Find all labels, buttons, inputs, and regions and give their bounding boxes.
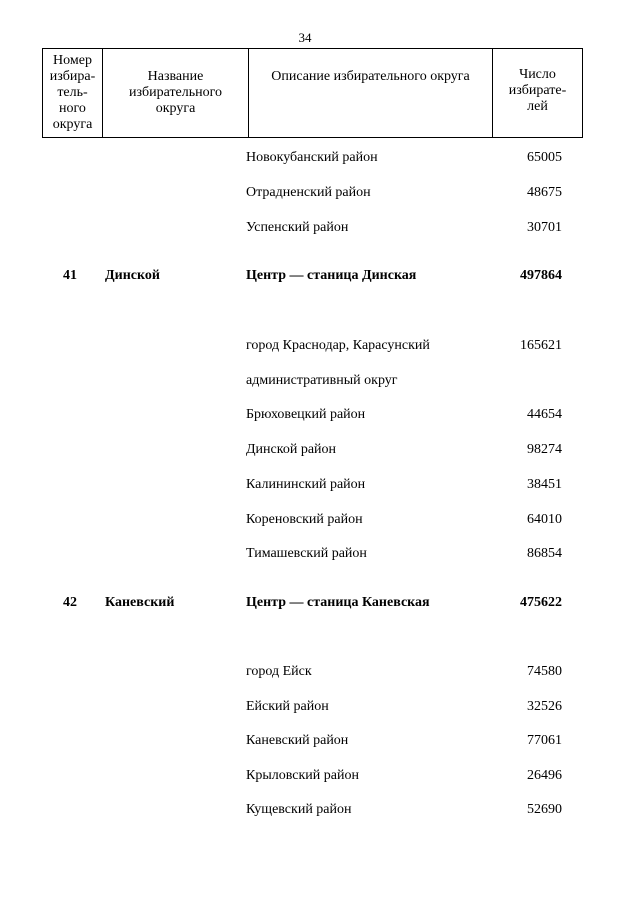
header-count-line: Число	[519, 67, 556, 82]
header-number-line: ного	[59, 101, 86, 116]
district-total: 475622	[520, 595, 562, 610]
table-row	[0, 440, 640, 460]
table-row	[0, 148, 640, 168]
table-row	[0, 405, 640, 425]
row-count: 65005	[527, 150, 562, 165]
table-row	[0, 731, 640, 751]
page-number: 34	[298, 30, 312, 45]
header-name-line: Название	[147, 69, 204, 84]
row-count: 26496	[527, 768, 562, 783]
header-number-line: Номер	[53, 53, 92, 68]
table-row	[0, 800, 640, 820]
table-row	[0, 371, 640, 391]
header-number-line: округа	[52, 117, 93, 132]
row-description: Ейский район	[246, 699, 329, 714]
table-row	[0, 475, 640, 495]
header-number-line: тель-	[57, 85, 88, 100]
row-description: город Ейск	[246, 664, 312, 679]
row-count: 32526	[527, 699, 562, 714]
row-description: Брюховецкий район	[246, 407, 366, 422]
table-row	[0, 510, 640, 530]
row-description: город Краснодар, Карасунский	[246, 338, 430, 353]
row-count: 165621	[520, 338, 562, 353]
row-count: 38451	[527, 477, 562, 492]
row-count: 52690	[527, 802, 562, 817]
district-number: 41	[63, 268, 77, 283]
header-number-cell	[43, 49, 103, 138]
district-center: Центр — станица Динская	[246, 268, 417, 283]
district-row	[0, 266, 640, 286]
header-name-cell	[103, 49, 249, 138]
row-description: Тимашевский район	[246, 546, 367, 561]
row-description: Калининский район	[246, 477, 366, 492]
row-description: Кущевский район	[246, 802, 352, 817]
row-count: 64010	[527, 512, 562, 527]
district-row	[0, 593, 640, 613]
district-name: Динской	[105, 268, 160, 283]
row-count: 86854	[527, 546, 562, 561]
header-count-line: лей	[527, 99, 548, 114]
header-description-cell	[249, 49, 493, 138]
district-name: Каневский	[105, 595, 175, 610]
table-row	[0, 544, 640, 564]
row-count: 44654	[527, 407, 562, 422]
row-description: административный округ	[246, 373, 398, 388]
table-row	[0, 697, 640, 717]
row-description: Крыловский район	[246, 768, 359, 783]
header-count-line: избирате-	[508, 83, 567, 98]
row-description: Отрадненский район	[246, 185, 371, 200]
district-center: Центр — станица Каневская	[246, 595, 430, 610]
row-description: Динской район	[246, 442, 337, 457]
row-count: 77061	[527, 733, 562, 748]
table-header	[42, 48, 583, 138]
row-count: 30701	[527, 220, 562, 235]
row-description: Новокубанский район	[246, 150, 378, 165]
row-count: 98274	[527, 442, 562, 457]
row-count: 74580	[527, 664, 562, 679]
district-total: 497864	[520, 268, 562, 283]
header-name-line: округа	[155, 101, 196, 116]
table-row	[0, 662, 640, 682]
table-row	[0, 336, 640, 356]
row-description: Кореновский район	[246, 512, 363, 527]
table-row	[0, 766, 640, 786]
table-row	[0, 183, 640, 203]
district-number: 42	[63, 595, 77, 610]
header-name-line: избирательного	[128, 85, 223, 100]
row-description: Успенский район	[246, 220, 349, 235]
header-description-text: Описание избирательного округа	[271, 69, 470, 84]
header-count-cell	[493, 49, 583, 138]
header-number-line: избира-	[49, 69, 96, 84]
row-count: 48675	[527, 185, 562, 200]
table-row	[0, 218, 640, 238]
row-description: Каневский район	[246, 733, 349, 748]
